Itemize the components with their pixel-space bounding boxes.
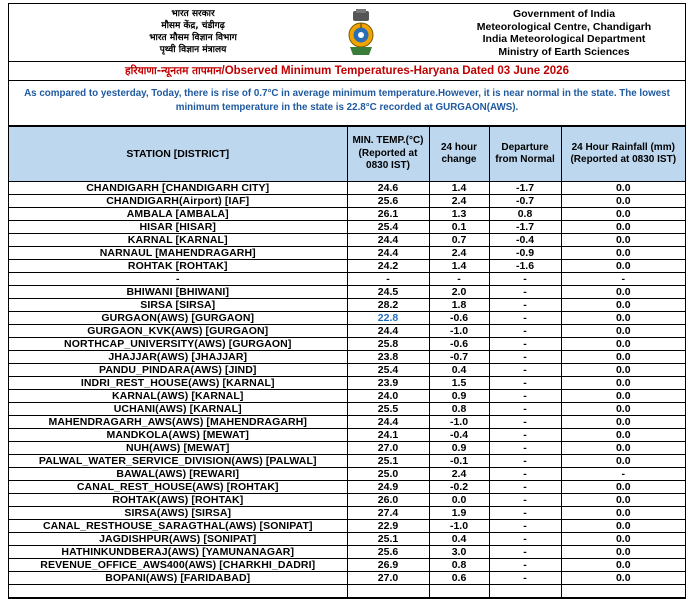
change-cell: -0.1 xyxy=(429,455,489,468)
station-cell xyxy=(9,585,347,598)
change-cell: 2.4 xyxy=(429,195,489,208)
rainfall-cell: 0.0 xyxy=(561,494,685,507)
station-cell: NUH(AWS) [MEWAT] xyxy=(9,442,347,455)
change-cell: 0.9 xyxy=(429,390,489,403)
change-cell: 1.9 xyxy=(429,507,489,520)
change-cell: 1.4 xyxy=(429,182,489,195)
col-min-temp xyxy=(347,127,429,182)
rainfall-cell: 0.0 xyxy=(561,455,685,468)
station-cell: PANDU_PINDARA(AWS) [JIND] xyxy=(9,364,347,377)
station-cell: GURGAON_KVK(AWS) [GURGAON] xyxy=(9,325,347,338)
table-row xyxy=(9,234,685,247)
change-cell: 0.8 xyxy=(429,403,489,416)
station-cell: PALWAL_WATER_SERVICE_DIVISION(AWS) [PALWAL] xyxy=(9,455,347,468)
table-row xyxy=(9,455,685,468)
table-row xyxy=(9,286,685,299)
rainfall-cell: - xyxy=(561,468,685,481)
station-cell: KARNAL(AWS) [KARNAL] xyxy=(9,390,347,403)
hindi-line: पृथ्वी विज्ञान मंत्रालय xyxy=(159,45,227,55)
station-cell: ROHTAK(AWS) [ROHTAK] xyxy=(9,494,347,507)
min-temp-cell: 25.8 xyxy=(347,338,429,351)
table-row xyxy=(9,520,685,533)
change-cell: 1.3 xyxy=(429,208,489,221)
station-cell: REVENUE_OFFICE_AWS400(AWS) [CHARKHI_DADRI] xyxy=(9,559,347,572)
rainfall-cell: 0.0 xyxy=(561,429,685,442)
hindi-line: भारत सरकार xyxy=(171,9,215,19)
station-cell: SIRSA(AWS) [SIRSA] xyxy=(9,507,347,520)
table-row xyxy=(9,403,685,416)
rainfall-cell: 0.0 xyxy=(561,351,685,364)
departure-cell: - xyxy=(489,572,561,585)
departure-cell: - xyxy=(489,494,561,507)
min-temp-cell: 24.0 xyxy=(347,390,429,403)
table-row xyxy=(9,507,685,520)
min-temp-cell: 24.4 xyxy=(347,247,429,260)
table-row xyxy=(9,585,685,598)
min-temp-cell: 25.5 xyxy=(347,403,429,416)
table-row xyxy=(9,182,685,195)
departure-cell: - xyxy=(489,286,561,299)
departure-cell: - xyxy=(489,520,561,533)
station-cell: CHANDIGARH [CHANDIGARH CITY] xyxy=(9,182,347,195)
departure-cell: - xyxy=(489,481,561,494)
col-station: STATION [DISTRICT] xyxy=(9,127,347,182)
english-line: India Meteorological Department xyxy=(482,33,646,45)
station-cell: GURGAON(AWS) [GURGAON] xyxy=(9,312,347,325)
min-temp-cell: 22.9 xyxy=(347,520,429,533)
rainfall-cell: 0.0 xyxy=(561,364,685,377)
rainfall-cell: - xyxy=(561,273,685,286)
departure-cell: - xyxy=(489,403,561,416)
table-row xyxy=(9,572,685,585)
table-row xyxy=(9,481,685,494)
rainfall-cell: 0.0 xyxy=(561,377,685,390)
rainfall-cell: 0.0 xyxy=(561,481,685,494)
table-row xyxy=(9,390,685,403)
table-header-row xyxy=(9,127,685,182)
table-row xyxy=(9,208,685,221)
min-temp-cell: 25.6 xyxy=(347,546,429,559)
change-cell: 0.1 xyxy=(429,221,489,234)
rainfall-cell: 0.0 xyxy=(561,286,685,299)
col-change-label: 24 hour change xyxy=(440,141,478,165)
change-cell: 0.8 xyxy=(429,559,489,572)
departure-cell: -1.7 xyxy=(489,221,561,234)
departure-cell: -0.9 xyxy=(489,247,561,260)
table-row xyxy=(9,338,685,351)
min-temp-cell: 24.6 xyxy=(347,182,429,195)
change-cell: 1.4 xyxy=(429,260,489,273)
table-row xyxy=(9,260,685,273)
rainfall-cell: 0.0 xyxy=(561,403,685,416)
change-cell xyxy=(429,585,489,598)
departure-cell: - xyxy=(489,299,561,312)
table-row xyxy=(9,325,685,338)
table-row xyxy=(9,299,685,312)
station-cell: JAGDISHPUR(AWS) [SONIPAT] xyxy=(9,533,347,546)
min-temp-cell: 24.9 xyxy=(347,481,429,494)
departure-cell: - xyxy=(489,507,561,520)
station-cell: MAHENDRAGARH_AWS(AWS) [MAHENDRAGARH] xyxy=(9,416,347,429)
min-temp-cell: 26.1 xyxy=(347,208,429,221)
report-sheet xyxy=(8,3,686,599)
min-temp-cell: 24.4 xyxy=(347,234,429,247)
change-cell: 0.4 xyxy=(429,364,489,377)
change-cell: 1.8 xyxy=(429,299,489,312)
rainfall-cell: 0.0 xyxy=(561,325,685,338)
departure-cell: -1.6 xyxy=(489,260,561,273)
change-cell: -0.6 xyxy=(429,312,489,325)
departure-cell: - xyxy=(489,390,561,403)
col-min-temp-label: MIN. TEMP.(°C) (Reported at 0830 IST) xyxy=(352,135,424,172)
departure-cell: - xyxy=(489,455,561,468)
departure-cell: -0.7 xyxy=(489,195,561,208)
rainfall-cell: 0.0 xyxy=(561,299,685,312)
table-row xyxy=(9,364,685,377)
departure-cell: - xyxy=(489,273,561,286)
title-hindi: हरियाणा-न्यूनतम तापमान xyxy=(125,65,222,77)
min-temp-cell: 24.4 xyxy=(347,325,429,338)
min-temp-cell: 27.0 xyxy=(347,572,429,585)
station-cell: UCHANI(AWS) [KARNAL] xyxy=(9,403,347,416)
change-cell: -1.0 xyxy=(429,416,489,429)
change-cell: - xyxy=(429,273,489,286)
table-row xyxy=(9,273,685,286)
min-temp-cell: 25.4 xyxy=(347,364,429,377)
station-cell: SIRSA [SIRSA] xyxy=(9,299,347,312)
table-row xyxy=(9,468,685,481)
rainfall-cell: 0.0 xyxy=(561,182,685,195)
departure-cell: - xyxy=(489,338,561,351)
departure-cell xyxy=(489,585,561,598)
col-rainfall-label: 24 Hour Rainfall (mm) (Reported at 0830 IST) xyxy=(570,141,677,165)
hindi-letterhead xyxy=(113,8,273,56)
table-row xyxy=(9,312,685,325)
rainfall-cell: 0.0 xyxy=(561,559,685,572)
station-cell: AMBALA [AMBALA] xyxy=(9,208,347,221)
table-row xyxy=(9,546,685,559)
col-departure xyxy=(489,127,561,182)
change-cell: 2.4 xyxy=(429,247,489,260)
table-row xyxy=(9,377,685,390)
table-row xyxy=(9,533,685,546)
col-rainfall xyxy=(561,127,685,182)
departure-cell: - xyxy=(489,416,561,429)
hindi-line: भारत मौसम विज्ञान विभाग xyxy=(149,33,237,43)
hindi-line: मौसम केंद्र, चंडीगढ़ xyxy=(161,21,225,31)
change-cell: -0.7 xyxy=(429,351,489,364)
station-cell: ROHTAK [ROHTAK] xyxy=(9,260,347,273)
departure-cell: - xyxy=(489,559,561,572)
table-row xyxy=(9,221,685,234)
min-temp-cell: 24.4 xyxy=(347,416,429,429)
rainfall-cell: 0.0 xyxy=(561,338,685,351)
change-cell: -1.0 xyxy=(429,325,489,338)
min-temp-cell xyxy=(347,585,429,598)
report-title xyxy=(9,62,685,81)
min-temp-cell: 27.4 xyxy=(347,507,429,520)
change-cell: 0.4 xyxy=(429,533,489,546)
min-temp-cell: 28.2 xyxy=(347,299,429,312)
change-cell: 0.6 xyxy=(429,572,489,585)
min-temp-cell: 25.1 xyxy=(347,533,429,546)
departure-cell: - xyxy=(489,312,561,325)
change-cell: 2.0 xyxy=(429,286,489,299)
station-cell: MANDKOLA(AWS) [MEWAT] xyxy=(9,429,347,442)
min-temp-cell: 26.0 xyxy=(347,494,429,507)
station-cell: HISAR [HISAR] xyxy=(9,221,347,234)
station-cell: HATHINKUNDBERAJ(AWS) [YAMUNANAGAR] xyxy=(9,546,347,559)
station-cell: CANAL_REST_HOUSE(AWS) [ROHTAK] xyxy=(9,481,347,494)
col-change xyxy=(429,127,489,182)
table-row xyxy=(9,442,685,455)
station-cell: JHAJJAR(AWS) [JHAJJAR] xyxy=(9,351,347,364)
departure-cell: - xyxy=(489,325,561,338)
rainfall-cell: 0.0 xyxy=(561,572,685,585)
rainfall-cell: 0.0 xyxy=(561,416,685,429)
change-cell: 0.0 xyxy=(429,494,489,507)
station-cell: INDRI_REST_HOUSE(AWS) [KARNAL] xyxy=(9,377,347,390)
departure-cell: - xyxy=(489,546,561,559)
min-temp-cell: 25.0 xyxy=(347,468,429,481)
col-departure-label: Departure from Normal xyxy=(495,141,555,165)
min-temp-cell: 25.1 xyxy=(347,455,429,468)
rainfall-cell: 0.0 xyxy=(561,507,685,520)
rainfall-cell: 0.0 xyxy=(561,546,685,559)
rainfall-cell: 0.0 xyxy=(561,195,685,208)
table-row xyxy=(9,494,685,507)
station-cell: BHIWANI [BHIWANI] xyxy=(9,286,347,299)
station-cell: CHANDIGARH(Airport) [IAF] xyxy=(9,195,347,208)
rainfall-cell: 0.0 xyxy=(561,208,685,221)
summary-text: As compared to yesterday, Today, there is rise of 0.7°C in average minimum temperature.However, it is near normal in the state. The lowest minimum temperature in the state is 22.8°C recorded at GURGAON(AWS). xyxy=(9,81,685,126)
rainfall-cell: 0.0 xyxy=(561,221,685,234)
rainfall-cell: 0.0 xyxy=(561,390,685,403)
departure-cell: 0.8 xyxy=(489,208,561,221)
min-temp-cell: 23.9 xyxy=(347,377,429,390)
observations-table xyxy=(9,126,685,598)
table-row xyxy=(9,247,685,260)
table-row xyxy=(9,416,685,429)
change-cell: -0.4 xyxy=(429,429,489,442)
departure-cell: - xyxy=(489,377,561,390)
rainfall-cell: 0.0 xyxy=(561,533,685,546)
departure-cell: - xyxy=(489,364,561,377)
station-cell: KARNAL [KARNAL] xyxy=(9,234,347,247)
english-line: Ministry of Earth Sciences xyxy=(498,45,630,58)
station-cell: NORTHCAP_UNIVERSITY(AWS) [GURGAON] xyxy=(9,338,347,351)
min-temp-cell: 24.1 xyxy=(347,429,429,442)
change-cell: -1.0 xyxy=(429,520,489,533)
change-cell: 2.4 xyxy=(429,468,489,481)
departure-cell: - xyxy=(489,533,561,546)
rainfall-cell: 0.0 xyxy=(561,260,685,273)
rainfall-cell: 0.0 xyxy=(561,234,685,247)
rainfall-cell: 0.0 xyxy=(561,442,685,455)
departure-cell: - xyxy=(489,429,561,442)
departure-cell: - xyxy=(489,442,561,455)
min-temp-cell: 24.5 xyxy=(347,286,429,299)
departure-cell: -0.4 xyxy=(489,234,561,247)
table-row xyxy=(9,429,685,442)
min-temp-cell: 24.2 xyxy=(347,260,429,273)
min-temp-cell: 23.8 xyxy=(347,351,429,364)
departure-cell: - xyxy=(489,468,561,481)
min-temp-cell: 27.0 xyxy=(347,442,429,455)
min-temp-cell: 26.9 xyxy=(347,559,429,572)
change-cell: 1.5 xyxy=(429,377,489,390)
station-cell: - xyxy=(9,273,347,286)
rainfall-cell: 0.0 xyxy=(561,312,685,325)
min-temp-cell: 25.4 xyxy=(347,221,429,234)
title-english: /Observed Minimum Temperatures-Haryana Dated 03 June 2026 xyxy=(221,65,569,77)
english-line: Meteorological Centre, Chandigarh xyxy=(476,20,652,33)
letterhead xyxy=(9,4,685,62)
min-temp-cell: - xyxy=(347,273,429,286)
station-cell: BAWAL(AWS) [REWARI] xyxy=(9,468,347,481)
rainfall-cell xyxy=(561,585,685,598)
min-temp-cell: 25.6 xyxy=(347,195,429,208)
english-line: Government of India xyxy=(512,8,616,20)
station-cell: NARNAUL [MAHENDRAGARH] xyxy=(9,247,347,260)
min-temp-cell: 22.8 xyxy=(347,312,429,325)
table-row xyxy=(9,195,685,208)
station-cell: BOPANI(AWS) [FARIDABAD] xyxy=(9,572,347,585)
english-letterhead xyxy=(449,8,679,58)
change-cell: 0.9 xyxy=(429,442,489,455)
table-row xyxy=(9,559,685,572)
rainfall-cell: 0.0 xyxy=(561,520,685,533)
departure-cell: -1.7 xyxy=(489,182,561,195)
rainfall-cell: 0.0 xyxy=(561,247,685,260)
change-cell: 0.7 xyxy=(429,234,489,247)
departure-cell: - xyxy=(489,351,561,364)
national-emblem-icon xyxy=(344,9,378,57)
table-row xyxy=(9,351,685,364)
change-cell: -0.2 xyxy=(429,481,489,494)
change-cell: -0.6 xyxy=(429,338,489,351)
change-cell: 3.0 xyxy=(429,546,489,559)
station-cell: CANAL_RESTHOUSE_SARAGTHAL(AWS) [SONIPAT] xyxy=(9,520,347,533)
